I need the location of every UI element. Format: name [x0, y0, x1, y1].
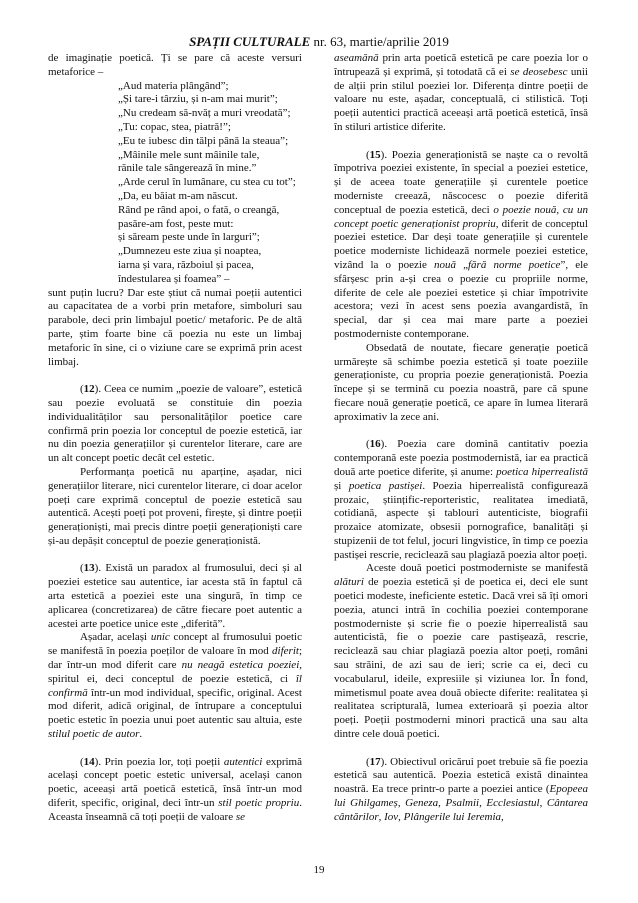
poem-line: „Eu te iubesc din tălpi până la steaua”;	[118, 134, 289, 147]
poem-line: Rând pe rând apoi, o fată, o creangă,	[118, 203, 280, 216]
poem-line: „Nu credeam să-nvăț a muri vreodată”;	[118, 107, 291, 120]
journal-title: SPAȚII CULTURALE	[189, 34, 311, 49]
poem-line: și săream peste unde în larguri”;	[118, 231, 260, 244]
poem-line: „Da, eu băiat m-am născut.	[118, 189, 238, 202]
intro-paragraph: de imaginație poetică. Ți se pare că aceste versuri metaforice –	[48, 52, 302, 78]
paragraph-13b: Așadar, același unic concept al frumosului poetic se manifestă în poezia poeților de valoare în mod diferit; dar într-un mod diferit care nu neagă estetica poeziei, spiritul ei, deci conceptul de poezie estetică, ci îl confirmă într-un mod individual, specific, original. Acest mod diferit, adică original, de întrupare a conceptului poetic estetic în poezia unui poet autentic sau altuia, este stilul poetic de autor.	[48, 631, 302, 741]
poem-quote	[48, 80, 302, 287]
poem-line: „Tu: copac, stea, piatră!”;	[118, 120, 231, 133]
poem-line: rănile tale sângerează în mine.”	[118, 162, 257, 175]
poem-line: „Arde cerul în lumânare, cu stea cu tot”;	[118, 176, 296, 189]
poem-line: „Mâinile mele sunt mâinile tale,	[118, 148, 260, 161]
poem-line: îndestularea și foamea” –	[118, 272, 230, 285]
after-poem-paragraph: sunt puțin lucru? Dar este știut că numai poeții autentici au capacitatea de a vorbi prin metafore, simboluri sau parabole, deci prin limbajul poetic/ metaforic. Pe de altă parte, știm foarte bine că poezia nu este un limbaj metaforic în sine, ci o viziune care se exprimă prin acest limbaj.	[48, 286, 302, 368]
paragraph-12b: Performanța poetică nu aparține, așadar, nici generațiilor literare, nici curentelor literare, ci doar acelor poeți care exprimă conceptul de poezie estetică sau autentică. Acești poeți pot proveni, firește, și dintre poeții generaționiști, mai precis dintre poeții generaționiști care și-au depășit conceptul de poezie generaționistă.	[48, 465, 302, 547]
paragraph-16: (16). Poezia care domină cantitativ poezia contemporană este poezia postmodernistă, iar ea practică două arte poetice diferite, și anume: poetica hiperrealistă și poetica pastișei. Poezia hiperrealistă configurează prozaic, științific-reporteristic, realitatea imediată, cotidiană, aspecte și tablouri autenticiste, biografii prozaice atomizate, obsesii pornografice, banalități și stupizenii de tot felul, jocuri lingvistice, în timp ce poezia pastișei rescrie, reciclează sau plagiază poezia altor poeți.	[334, 438, 588, 561]
section-number: 14	[83, 755, 95, 768]
section-number: 12	[83, 383, 95, 396]
poem-line: pasăre-am fost, peste mut:	[118, 217, 234, 230]
continuation-paragraph: aseamănă prin arta poetică estetică pe care poezia lor o întrupează și exprimă, și totodată că ei se deosebesc unii de alții prin stilul poeziei lor. Diferența dintre poeții de valoare nu este, așadar, conceptuală, ci stilistică. Toți poeții autentici practică aceeași artă poetică estetică, însă în stiluri artistice diferite.	[334, 52, 588, 133]
paragraph-14: (14). Prin poezia lor, toți poeții autentici exprimă același concept poetic estetic universal, același canon poetic, aceeași artă poetică estetică, însă într-un mod diferit, specific, original, deci într-un stil poetic propriu. Aceasta înseamnă că toți poeții de valoare se	[48, 755, 302, 823]
page-header	[0, 34, 638, 50]
paragraph-15: (15). Poezia generaționistă se naște ca o revoltă împotriva poeziei existente, în special a poeziei estetice, și de aceea toate generațiile și curentele poetice moderniste creează, născocesc o poezie diferită conceptual de poezia estetică, deci o poezie nouă, cu un concept poetic generaționist propriu, diferit de conceptul poeziei estetice. Dar deși toate generațiile și curentele poetice moderniste lichidează normele poeziei estetice, vizând la o poezie nouă „fără norme poetice”, ele sfârșesc prin a-și crea o poezie cu propriile norme, diferite de cele ale poeziei estetice și chiar împotrivite acestora; vezi în acest sens poezia avangardistă, în special, dar și cea mai mare parte a poeziei postmoderniste contemporane.	[334, 148, 589, 340]
poem-line: „Dumnezeu este ziua și noaptea,	[118, 245, 262, 258]
paragraph-15b: Obsedată de noutate, fiecare generație poetică urmărește să schimbe poezia estetică și toate poeziile generaționiste, cu propria poezie generaționistă. Poezia începe și se termină cu poezia noastră, pare că spune fiecare nouă generație poetică, ce apare în lumea literară aproximativ la zece ani.	[334, 341, 588, 423]
paragraph-13: (13). Există un paradox al frumosului, deci și al poeziei estetice sau autentice, iar acesta stă în faptul că arta estetică a poeziei este una singură, în timp ce aplicarea (concretizarea) de către fiecare poet autentic a acestei arte poetice unice este „diferită”.	[48, 562, 302, 630]
section-number: 17	[369, 755, 381, 768]
paragraph-12: (12). Ceea ce numim „poezie de valoare”, estetică sau poezie evoluată se constituie din poezia individualităților sau personalităților poetice care confirmă prin poezia lor conceptul de poezie estetică, iar nu din poezia generațiilor și curentelor literare, care are un alt concept poetic decât cel estetic.	[48, 383, 302, 465]
section-number: 16	[369, 438, 381, 451]
journal-issue: nr. 63, martie/aprilie 2019	[310, 34, 449, 49]
section-number: 13	[83, 562, 95, 575]
poem-line: „Și tare-i târziu, și n-am mai murit”;	[118, 93, 278, 106]
paragraph-17: (17). Obiectivul oricărui poet trebuie să fie poezia estetică sau autentică. Poezia estetică există dinaintea noastră. Ea trece printr-o parte a poeziei antice (Epopeea lui Ghilgameș, Geneza, Psalmii, Ecclesiastul, Cântarea cântărilor, Iov, Plângerile lui Ieremia,	[334, 755, 589, 823]
poem-line: iarna și vara, războiul și pacea,	[118, 258, 254, 271]
left-column	[48, 52, 302, 825]
page-number: 19	[313, 864, 325, 876]
paragraph-16b: Aceste două poetici postmoderniste se manifestă alături de poezia estetică și de poetica ei, deci ele sunt poetici modeste, ineficiente estetic. Dacă vrei să îți omori poezia, atunci intră în cochilia poeziei contemporane postmoderniste și scrie fie o poezie hiperrealistă sau autenticistă, fie o poezie care pastișează, rescrie, reciclează sau chiar plagiază poezia altor poeți, români sau străini, de azi sau de ieri; scrie ca ei, deci cu vocabularul, ideile, expresiile și viziunea lor. În fond, mimetismul poate avea două obiecte diferite: realitatea și realitatea scripturală, lumea exterioară și poezia altor poeți. Poeții postmoderni minori practică una sau alta dintre cele două poetici.	[334, 562, 588, 741]
section-number: 15	[369, 148, 381, 161]
right-column	[334, 52, 588, 825]
poem-line: „Aud materia plângând”;	[118, 79, 229, 92]
